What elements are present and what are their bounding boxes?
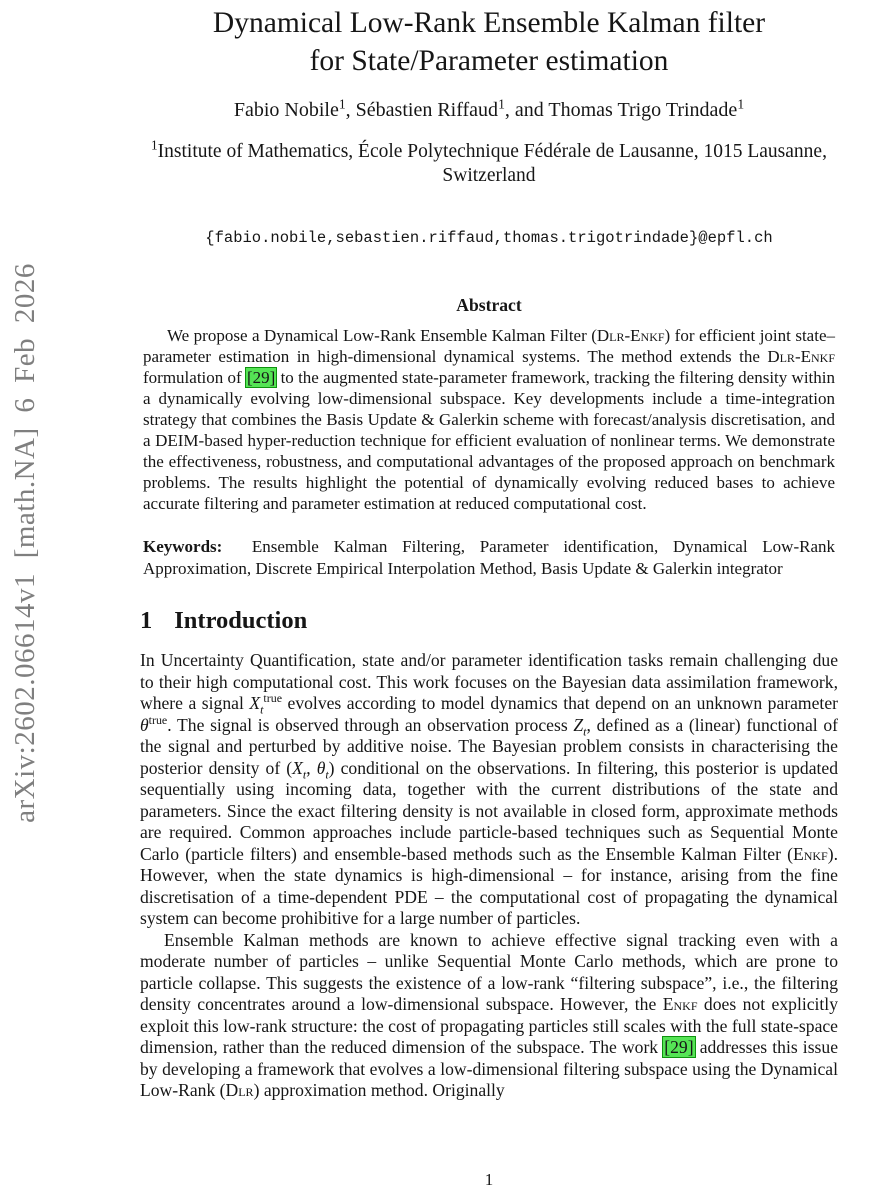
intro-paragraph-2: Ensemble Kalman methods are known to achieve effective signal tracking even with a moderate number of particles – unlike Sequential Monte Carlo methods, which are prone to particle collapse. This suggests the existence of a low-rank “filtering subspace”, i.e., the filtering density concentrates around a low-dimensional subspace. However, the Enkf does not explicitly exploit this low-rank structure: the cost of propagating particles still scales with the full state-space dimension, rather than the reduced dimension of the subspace. The work [29] addresses this issue by developing a framework that evolves a low-dimensional filtering subspace using the Dynamical Low-Rank (Dlr) approximation method. Originally [140, 929, 843, 1100]
email-line: {fabio.nobile,sebastien.riffaud,thomas.trigotrindade}@epfl.ch [205, 229, 773, 247]
intro-paragraph-1: In Uncertainty Quantification, state and/or parameter identification tasks remain challenging due to their high computational cost. This work focuses on the Bayesian data assimilation framework, where a signal $X_t^{true}$ evolves according to model dynamics that depend on an unknown parameter $\theta^{true}$. The signal is observed through an observation process $Z_t$, defined as a (linear) functional of the signal and perturbed by additive noise. The Bayesian problem consists in characterising the posterior density of ($X_t$, $\theta_t$) conditional on the observations. In filtering, this posterior is updated sequentially using incoming data, together with the current distributions of the state and parameters. Since the exact filtering density is not available in closed form, approximate methods are required. Common approaches include particle-based techniques such as Sequential Monte Carlo (particle filters) and ensemble-based methods such as the Ensemble Kalman Filter (Enkf). However, when the state dynamics is high-dimensional – for instance, arising from the fine discretisation of a time-dependent PDE – the computational cost of propagating the dynamical system can become prohibitive for a large number of particles. [140, 650, 843, 928]
citation-link[interactable]: [29] [664, 1037, 694, 1057]
page-number: 1 [484, 1170, 494, 1189]
arxiv-watermark: arXiv:2602.06614v1 [math.NA] 6 Feb 2026 [9, 263, 41, 823]
section-1-heading [140, 606, 838, 636]
paper-title [140, 0, 838, 80]
paper-title-line2: for State/Parameter estimation [309, 45, 669, 77]
authors-line: Fabio Nobile$^1$, Sébastien Riffaud$^1$, and Thomas Trigo Trindade$^1$ [233, 96, 745, 121]
citation-link[interactable]: [29] [246, 368, 276, 387]
affiliation-line: $^1$Institute of Mathematics, École Polytechnique Fédérale de Lausanne, 1015 Lausanne, Switzerland [151, 137, 832, 186]
abstract-heading: Abstract [456, 295, 522, 315]
abstract-text: We propose a Dynamical Low-Rank Ensemble Kalman Filter (Dlr-Enkf) for efficient joint state–parameter estimation in high-dimensional dynamical systems. The method extends the Dlr-Enkf formulation of [29] to the augmented state-parameter framework, tracking the filtering density within a dynamically evolving low-dimensional subspace. Key developments include a time-integration strategy that combines the Basis Update & Galerkin scheme with forecast/analysis discretisation, and a DEIM-based hyper-reduction technique for efficient evaluation of nonlinear terms. We demonstrate the effectiveness, robustness, and computational advantages of the proposed approach on benchmark problems. The results highlight the potential of dynamically evolving reduced bases to achieve accurate filtering and parameter estimation at reduced computational cost. [143, 326, 840, 513]
paper-content [140, 0, 843, 1102]
section-1-title: Introduction [174, 607, 308, 634]
section-1-number: 1 [140, 607, 153, 634]
paper-title-line1: Dynamical Low-Rank Ensemble Kalman filter [212, 7, 766, 39]
keywords-line: Keywords: Ensemble Kalman Filtering, Parameter identification, Dynamical Low-Rank Approximation, Discrete Empirical Interpolation Method, Basis Update & Galerkin integrator [143, 537, 839, 578]
